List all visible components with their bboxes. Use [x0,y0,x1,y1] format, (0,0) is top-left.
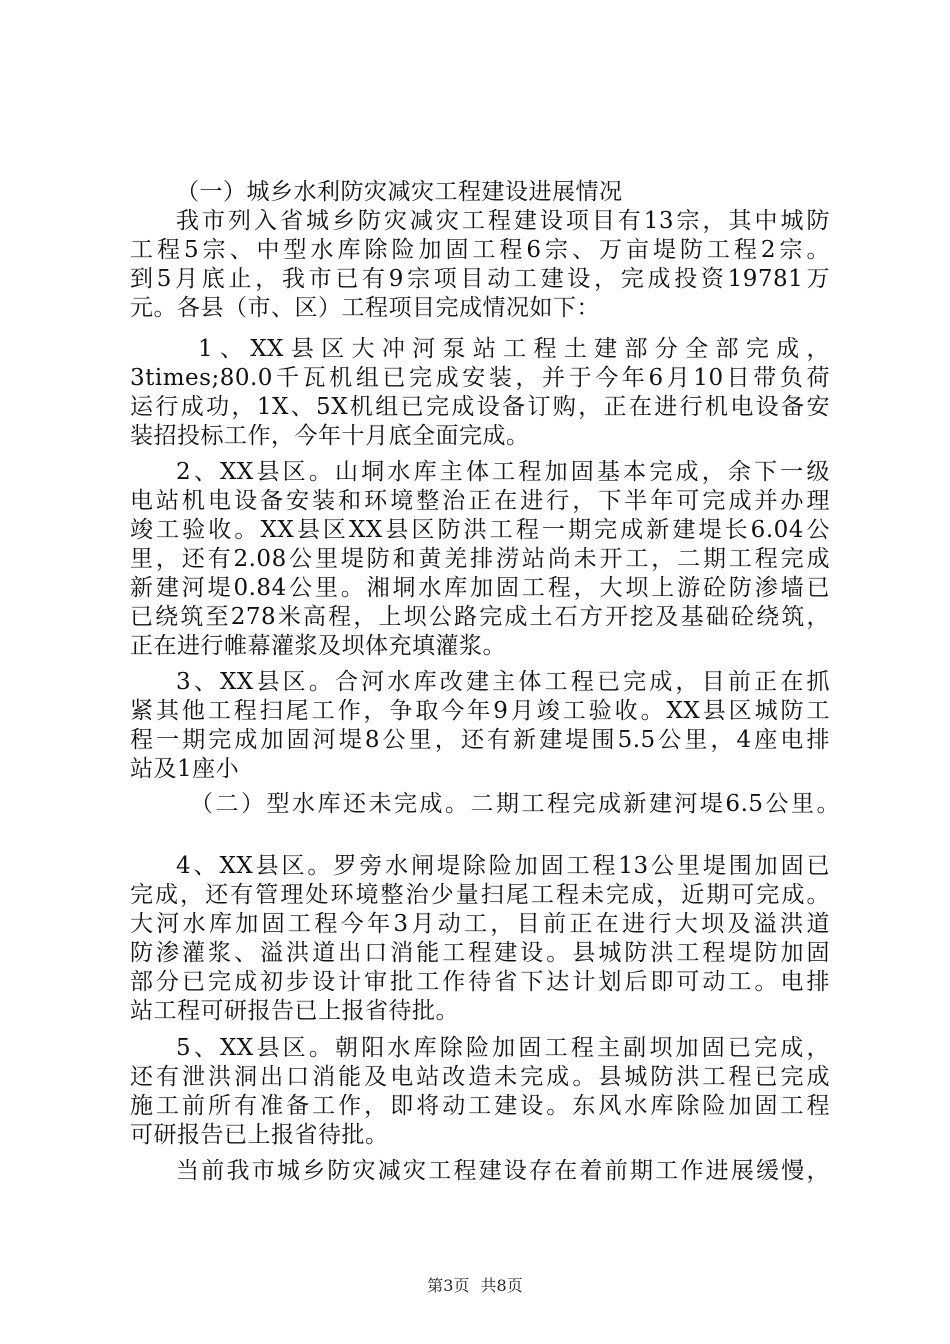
paragraph-line: 1、XX县区大冲河泵站工程土建部分全部完成， [198,336,830,362]
paragraph-line: 2、XX县区。山垌水库主体工程加固基本完成，余下一级 [176,459,830,485]
paragraph-line: 防渗灌浆、溢洪道出口消能工程建设。县城防洪工程堤防加固 [130,940,830,966]
paragraph-line: 还有泄洪洞出口消能及电站改造未完成。县城防洪工程已完成 [130,1064,830,1090]
paragraph-line: 电站机电设备安装和环境整治正在进行，下半年可完成并办理 [130,488,830,514]
paragraph-line: 新建河堤0.84公里。湘垌水库加固工程，大坝上游砼防渗墙已 [130,575,830,601]
paragraph-line: 紧其他工程扫尾工作，争取今年9月竣工验收。XX县区城防工 [130,698,830,724]
paragraph-line: 当前我市城乡防灾减灾工程建设存在着前期工作进展缓慢， [176,1158,830,1184]
paragraph-line: 大河水库加固工程今年3月动工，目前正在进行大坝及溢洪道 [130,911,830,937]
paragraph-line: 工程5宗、中型水库除险加固工程6宗、万亩堤防工程2宗。 [130,237,830,263]
paragraph-line: 可研报告已上报省待批。 [130,1122,389,1148]
paragraph-line: 施工前所有准备工作，即将动工建设。东风水库除险加固工程 [130,1093,830,1119]
paragraph-line: 元。各县（市、区）工程项目完成情况如下： [130,295,600,321]
paragraph-line: 4、XX县区。罗旁水闸堤除险加固工程13公里堤围加固已 [176,853,830,879]
paragraph-line: 程一期完成加固河堤8公里，还有新建堤围5.5公里，4座电排 [130,727,830,753]
paragraph-line: 5、XX县区。朝阳水库除险加固工程主副坝加固已完成， [176,1035,830,1061]
paragraph-line: 装招投标工作，今年十月底全面完成。 [130,423,530,449]
paragraph-line: 完成，还有管理处环境整治少量扫尾工程未完成，近期可完成。 [130,882,830,908]
paragraph-line: 已绕筑至278米高程，上坝公路完成土石方开挖及基础砼绕筑， [130,604,830,630]
paragraph-line: 我市列入省城乡防灾减灾工程建设项目有13宗，其中城防 [176,208,830,234]
paragraph-line: 站及1座小 [130,756,240,782]
paragraph-line: 到5月底止，我市已有9宗项目动工建设，完成投资19781万 [130,266,830,292]
paragraph-line: 3times;80.0千瓦机组已完成安装，并于今年6月10日带负荷 [130,365,830,391]
page-number: 第3页 共8页 [427,1276,523,1295]
section-heading: （二）型水库还未完成。二期工程完成新建河堤6.5公里。 [190,791,840,817]
paragraph-line: 部分已完成初步设计审批工作待省下达计划后即可动工。电排 [130,969,830,995]
paragraph-line: 3、XX县区。合河水库改建主体工程已完成，目前正在抓 [176,669,830,695]
paragraph-line: 运行成功，1X、5X机组已完成设备订购，正在进行机电设备安 [130,394,830,420]
section-heading: （一）城乡水利防灾减灾工程建设进展情况 [176,179,623,205]
paragraph-line: 站工程可研报告已上报省待批。 [130,998,459,1024]
paragraph-line: 里，还有2.08公里堤防和黄羌排涝站尚未开工，二期工程完成 [130,546,830,572]
paragraph-line: 竣工验收。XX县区XX县区防洪工程一期完成新建堤长6.04公 [130,517,830,543]
paragraph-line: 正在进行帷幕灌浆及坝体充填灌浆。 [130,633,506,659]
